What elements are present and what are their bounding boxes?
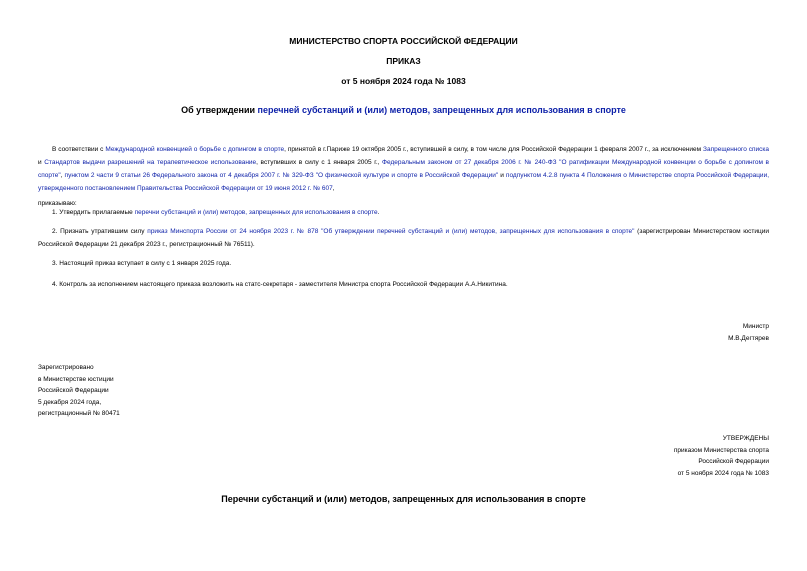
item-2-text: 2. Признать утратившим силу bbox=[52, 228, 148, 235]
item-1-text: 1. Утвердить прилагаемые bbox=[52, 209, 135, 216]
document-title bbox=[0, 105, 807, 115]
item-2 bbox=[38, 225, 769, 251]
regulation-link[interactable]: подпунктом 4.2.8 пункта 4 Положения о Министерстве спорта Российской Федерации, утвержденного постановлением Правительства Российской Федерации от 19 июня 2012 г. № 607 bbox=[38, 172, 769, 192]
item-1-text: . bbox=[377, 209, 380, 216]
preamble-text: , bbox=[332, 185, 335, 192]
order-878-link[interactable]: приказ Минспорта России от 24 ноября 2023 г. № 878 "Об утверждении перечней субстанций и (или) методов, запрещенных для использования в спорте" bbox=[147, 228, 635, 235]
title-link[interactable]: перечней субстанций и (или) методов, запрещенных для использования в спорте bbox=[257, 105, 626, 115]
preamble-text: , принятой в г.Париже 19 октября 2005 г., вступившей в силу, в том числе для Российской Федерации 1 февраля 2007 г., за исключением bbox=[284, 146, 704, 153]
approved-line: УТВЕРЖДЕНЫ bbox=[722, 435, 769, 442]
prohibited-list-link[interactable]: Запрещенного списка bbox=[703, 146, 770, 153]
signature-block bbox=[728, 321, 769, 344]
approved-block bbox=[674, 433, 769, 479]
convention-link[interactable]: Международной конвенцией о борьбе с допингом в спорте bbox=[105, 146, 285, 153]
title-prefix: Об утверждении bbox=[181, 105, 258, 115]
registration-line: Зарегистрировано bbox=[38, 364, 94, 371]
order-word: приказываю: bbox=[38, 200, 77, 207]
registration-line: Российской Федерации bbox=[38, 387, 109, 394]
item-4: 4. Контроль за исполнением настоящего приказа возложить на статс-секретаря - заместителя Министра спорта Российской Федерации А.А.Никитина. bbox=[52, 281, 508, 288]
preamble-text: , bbox=[60, 172, 65, 179]
signature-position: Министр bbox=[742, 323, 769, 330]
approved-line: от 5 ноября 2024 года № 1083 bbox=[677, 469, 769, 477]
item-1 bbox=[38, 206, 769, 219]
preamble-text: , вступивших в силу с 1 января 2005 г., bbox=[256, 159, 383, 166]
item-3: 3. Настоящий приказ вступает в силу с 1 января 2025 года. bbox=[52, 260, 232, 267]
item-2-text: (зарегистрирован Министерством юстиции Российской Федерации 21 декабря 2023 г., регистрационный № 76511). bbox=[38, 228, 769, 248]
doc-type-heading: ПРИКАЗ bbox=[386, 56, 421, 66]
tue-standards-link[interactable]: Стандартов выдачи разрешений на терапевтическое использование bbox=[44, 159, 257, 166]
preamble-paragraph bbox=[38, 143, 769, 195]
doc-date-heading: от 5 ноября 2024 года № 1083 bbox=[341, 76, 466, 86]
registration-line: 5 декабря 2024 года, bbox=[38, 398, 102, 406]
federal-law-329-link[interactable]: пунктом 2 части 9 статьи 26 Федерального закона от 4 декабря 2007 г. № 329-ФЗ "О физической культуре и спорте в Российской Федерации" bbox=[64, 172, 499, 179]
registration-line: в Министерстве юстиции bbox=[38, 375, 114, 383]
annex-title: Перечни субстанций и (или) методов, запрещенных для использования в спорте bbox=[221, 494, 586, 504]
federal-law-240-link[interactable]: Федеральным законом от 27 декабря 2006 г. № 240-ФЗ "О ратификации Международной конвенции о борьбе с допингом в спорте" bbox=[38, 159, 769, 179]
approved-line: Российской Федерации bbox=[698, 458, 769, 465]
preamble-text: В соответствии с bbox=[52, 146, 106, 153]
signature-name: М.В.Дегтярев bbox=[728, 334, 769, 342]
approved-line: приказом Министерства спорта bbox=[673, 446, 769, 454]
ministry-heading: МИНИСТЕРСТВО СПОРТА РОССИЙСКОЙ ФЕДЕРАЦИИ bbox=[289, 36, 518, 46]
registration-line: регистрационный № 80471 bbox=[38, 410, 120, 417]
lists-link[interactable]: перечни субстанций и (или) методов, запрещенных для использования в спорте bbox=[134, 209, 378, 216]
registration-block bbox=[38, 362, 120, 420]
preamble-text: и bbox=[498, 172, 506, 179]
preamble-text: и bbox=[38, 159, 45, 166]
